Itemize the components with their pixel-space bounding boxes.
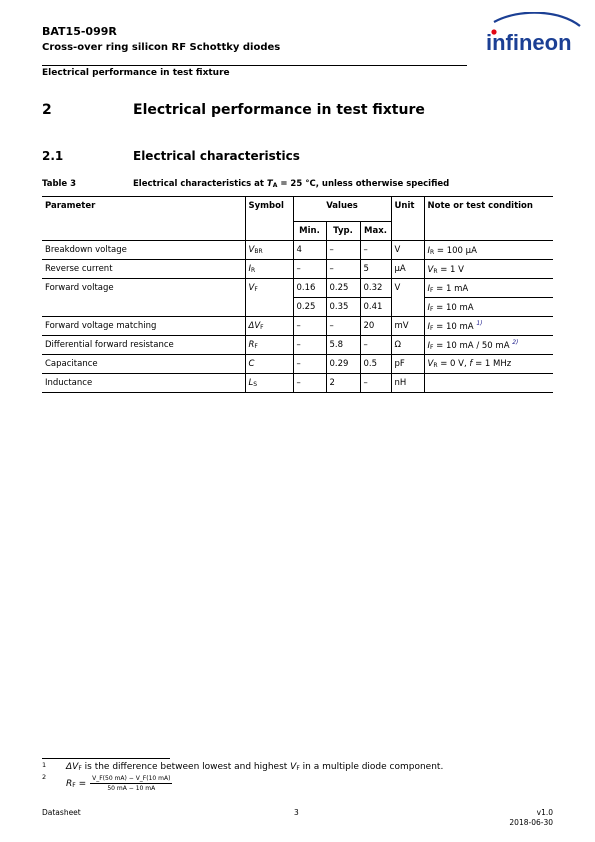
heading-1-title: Electrical performance in test fixture	[133, 102, 425, 118]
table-row	[42, 279, 553, 298]
col-header-typ: Typ.	[326, 222, 360, 241]
cell-unit: V	[391, 241, 424, 260]
footnote-2-formula: $R_F$ = $\frac{V\_F(50 mA) - V\_F(10 mA)}{50 mA - 10 mA}$	[66, 775, 171, 792]
header-divider	[42, 65, 467, 66]
col-header-unit: Unit	[391, 197, 424, 241]
cell-condition: $V_R = 0$ V, f = 1 MHz	[424, 355, 553, 374]
col-header-max: Max.	[360, 222, 391, 241]
table-row	[42, 260, 553, 279]
cell-unit: µA	[391, 260, 424, 279]
document-subtitle: Cross-over ring silicon RF Schottky diodes	[42, 42, 281, 53]
cell-max: 0.5	[360, 355, 391, 374]
cell-condition: $I_R = 100$ µA	[424, 241, 553, 260]
footnote-1-number: 1	[42, 761, 47, 769]
cell-min: 4	[293, 241, 326, 260]
footer-version: v1.0	[536, 808, 553, 817]
cell-symbol: $V_F$	[245, 279, 293, 298]
formula-fraction	[90, 775, 172, 792]
cell-condition: $I_F = 10$ mA / 50 mA $^{2)}$	[424, 336, 553, 355]
table-caption-text: Electrical characteristics at $T_A = 25$ °C, unless otherwise specified	[133, 179, 450, 189]
cell-condition: $I_F = 10$ mA $^{1)}$	[424, 317, 553, 336]
table-row	[42, 336, 553, 355]
col-header-min: Min.	[293, 222, 326, 241]
cell-typ: –	[326, 241, 360, 260]
cell-unit: mV	[391, 317, 424, 336]
footer-doc-type: Datasheet	[42, 808, 81, 817]
cell-symbol: $R_F$	[245, 336, 293, 355]
cell-typ: –	[326, 260, 360, 279]
col-header-values: Values	[293, 197, 391, 222]
cell-min: –	[293, 374, 326, 393]
cell-max: 0.32	[360, 279, 391, 298]
cell-unit: pF	[391, 355, 424, 374]
cell-typ: 5.8	[326, 336, 360, 355]
footnote-1-text: $\Delta V_F$ is the difference between lowest and highest $V_F$ in a multiple diode component.	[66, 762, 444, 772]
cell-min: –	[293, 317, 326, 336]
electrical-characteristics-table	[42, 196, 553, 393]
cell-min: –	[293, 355, 326, 374]
cell-symbol: C	[245, 355, 293, 374]
cell-parameter: Reverse current	[42, 260, 245, 279]
cell-typ: 0.35	[326, 298, 360, 317]
footer-date: 2018-06-30	[509, 818, 553, 827]
cell-unit: V	[391, 279, 424, 298]
cell-unit	[391, 298, 424, 317]
cell-symbol: $V_{BR}$	[245, 241, 293, 260]
table-caption-label: Table 3	[42, 179, 77, 189]
col-header-note: Note or test condition	[424, 197, 553, 241]
cell-min: 0.25	[293, 298, 326, 317]
cell-max: –	[360, 374, 391, 393]
cell-parameter: Forward voltage	[45, 283, 114, 294]
cell-min: –	[293, 260, 326, 279]
footnote-ref-1[interactable]: 1)	[476, 320, 483, 328]
cell-parameter: Breakdown voltage	[42, 241, 245, 260]
table-row	[42, 355, 553, 374]
header-section-name: Electrical performance in test fixture	[42, 68, 230, 78]
cell-symbol: $\Delta V_F$	[245, 317, 293, 336]
formula-numerator: V_F(50 mA) − V_F(10 mA)	[92, 775, 171, 782]
table-row	[42, 317, 553, 336]
cell-symbol: $L_S$	[245, 374, 293, 393]
cell-parameter: Differential forward resistance	[42, 336, 245, 355]
logo-wordmark: infineon	[486, 30, 572, 55]
cell-typ: 2	[326, 374, 360, 393]
infineon-logo	[480, 12, 586, 62]
cell-max: 0.41	[360, 298, 391, 317]
cell-typ: –	[326, 317, 360, 336]
heading-1-number: 2	[42, 102, 52, 118]
cell-condition: $I_F = 10$ mA	[424, 298, 553, 317]
footnote-ref-2[interactable]: 2)	[512, 339, 519, 347]
table-row	[42, 241, 553, 260]
cell-condition	[424, 374, 553, 393]
cell-min: –	[293, 336, 326, 355]
cell-typ: 0.29	[326, 355, 360, 374]
cell-min: 0.16	[293, 279, 326, 298]
cell-condition: $I_F = 1$ mA	[424, 279, 553, 298]
cell-unit: Ω	[391, 336, 424, 355]
cell-parameter: Capacitance	[42, 355, 245, 374]
cell-parameter: Inductance	[42, 374, 245, 393]
cell-max: 5	[360, 260, 391, 279]
footnote-divider	[42, 758, 170, 759]
formula-denominator: 50 mA − 10 mA	[107, 785, 156, 792]
cell-max: 20	[360, 317, 391, 336]
cell-condition: $V_R = 1$ V	[424, 260, 553, 279]
heading-2-number: 2.1	[42, 149, 64, 163]
footer-page-number: 3	[294, 808, 299, 817]
cell-parameter: Forward voltage matching	[42, 317, 245, 336]
table-row	[42, 374, 553, 393]
cell-typ: 0.25	[326, 279, 360, 298]
cell-max: –	[360, 241, 391, 260]
heading-2-title: Electrical characteristics	[133, 149, 300, 163]
cell-unit: nH	[391, 374, 424, 393]
cell-max: –	[360, 336, 391, 355]
cell-symbol	[245, 298, 293, 317]
col-header-parameter: Parameter	[42, 197, 245, 241]
cell-parameter	[42, 298, 245, 317]
table-row	[42, 298, 553, 317]
footnote-2-number: 2	[42, 773, 47, 781]
document-product-title: BAT15-099R	[42, 25, 117, 38]
col-header-symbol: Symbol	[245, 197, 293, 241]
cell-symbol: $I_R$	[245, 260, 293, 279]
